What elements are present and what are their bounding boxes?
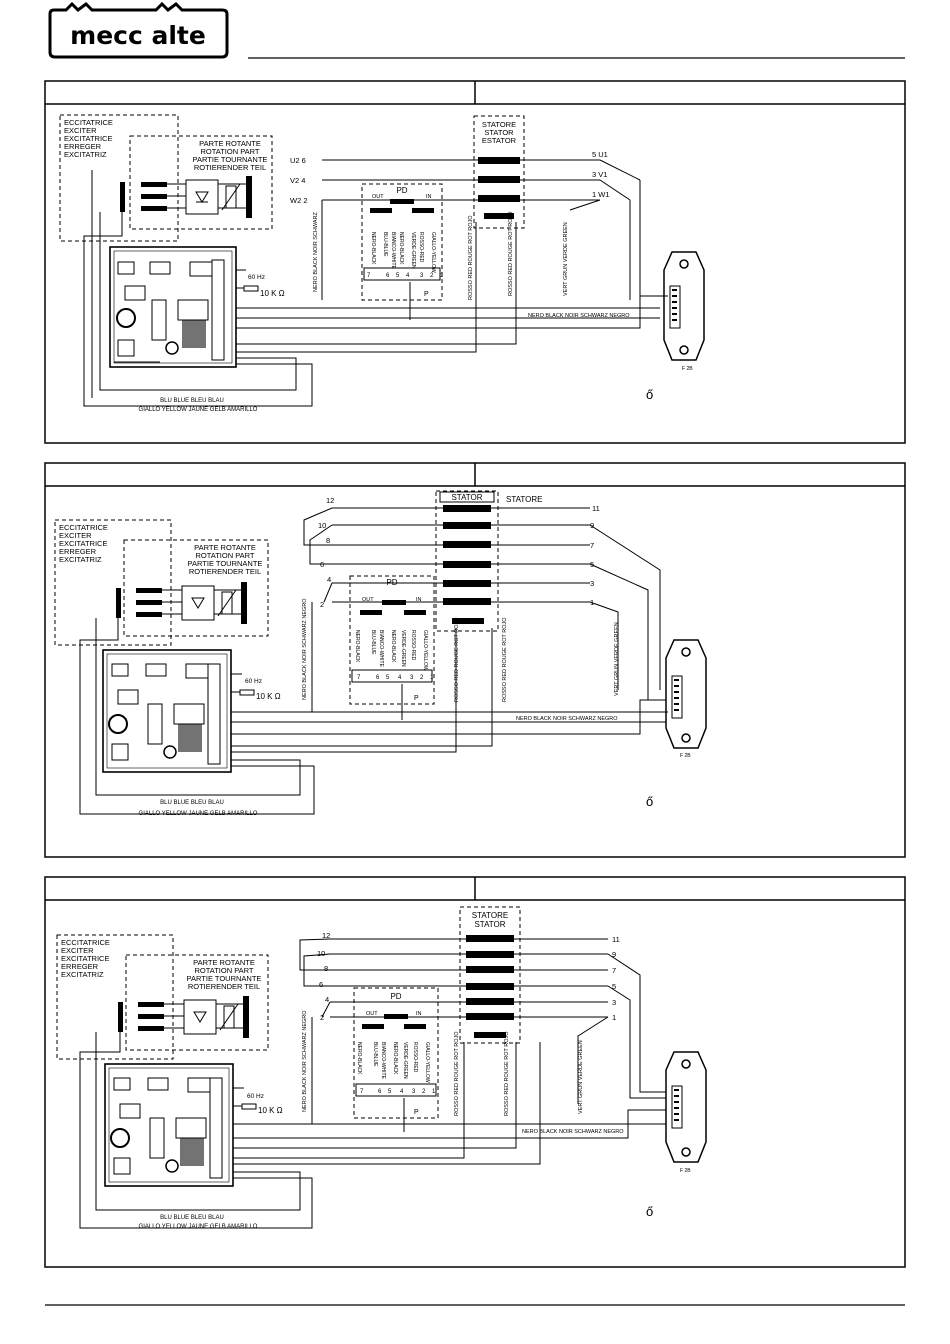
svg-text:7: 7 [360, 1089, 364, 1095]
svg-text:ERREGER: ERREGER [59, 547, 97, 556]
svg-text:BLU BLUE BLEU BLAU: BLU BLUE BLEU BLAU [160, 1215, 224, 1221]
svg-text:BIANCO-WHITE: BIANCO-WHITE [378, 630, 384, 667]
svg-text:BIANCO-WHITE: BIANCO-WHITE [390, 232, 396, 269]
exciter-winding [120, 182, 125, 212]
svg-text:ROSSO RED ROUGE ROT ROJO: ROSSO RED ROUGE ROT ROJO [454, 1031, 460, 1116]
svg-text:9: 9 [612, 950, 617, 959]
svg-text:3: 3 [420, 273, 424, 279]
svg-text:VERDE-GREEN: VERDE-GREEN [410, 232, 416, 269]
svg-text:NERO-BLACK: NERO-BLACK [356, 1042, 362, 1075]
svg-text:6: 6 [319, 980, 324, 989]
svg-text:6: 6 [386, 273, 390, 279]
svg-text:GIALLO YELLOW JAUNE GELB AMARI: GIALLO YELLOW JAUNE GELB AMARILLO [138, 1224, 258, 1230]
svg-text:PD: PD [390, 992, 402, 1001]
svg-text:STATOR: STATOR [474, 920, 506, 929]
svg-text:8: 8 [324, 964, 329, 973]
voltage-regulator-board [103, 650, 231, 772]
svg-text:NERO-BLACK: NERO-BLACK [390, 630, 396, 663]
svg-text:VERT GRUN VERDE GREEN: VERT GRUN VERDE GREEN [614, 622, 620, 696]
svg-text:PARTE ROTANTE: PARTE ROTANTE [193, 958, 255, 967]
svg-text:NERO-BLACK: NERO-BLACK [398, 232, 404, 265]
svg-text:5: 5 [386, 675, 390, 681]
svg-text:GIALLO-YELLOW: GIALLO-YELLOW [430, 232, 436, 273]
svg-text:ő: ő [646, 794, 654, 809]
svg-text:ECCITATRICE: ECCITATRICE [59, 523, 108, 532]
svg-text:5: 5 [396, 273, 400, 279]
svg-text:4: 4 [325, 995, 330, 1004]
svg-text:1: 1 [432, 1089, 436, 1095]
svg-text:6: 6 [320, 560, 325, 569]
svg-text:5: 5 [590, 560, 595, 569]
svg-text:VERDE-GREEN: VERDE-GREEN [400, 630, 406, 667]
svg-text:4: 4 [406, 273, 410, 279]
svg-text:VERT GRUN VERDE GREEN: VERT GRUN VERDE GREEN [563, 222, 569, 296]
svg-text:10 K Ω: 10 K Ω [256, 692, 281, 701]
svg-text:ROTATION PART: ROTATION PART [194, 966, 254, 975]
svg-text:NERO BLACK NOIR SCHWARZ NEGRO: NERO BLACK NOIR SCHWARZ NEGRO [302, 598, 308, 700]
svg-text:OUT: OUT [372, 194, 384, 200]
svg-text:11: 11 [612, 935, 620, 944]
svg-text:STATORE: STATORE [506, 495, 543, 504]
svg-text:7: 7 [590, 541, 595, 550]
svg-text:ROSSO RED ROUGE ROT ROJO: ROSSO RED ROUGE ROT ROJO [502, 617, 508, 702]
logo-text: mecc alte [70, 21, 206, 50]
diagram-panel-3 [45, 877, 905, 1267]
pd-wire-labels-1 [370, 232, 436, 273]
svg-text:VERT GRUN VERDE GREEN: VERT GRUN VERDE GREEN [578, 1040, 584, 1114]
svg-text:P: P [414, 695, 419, 702]
svg-text:12: 12 [322, 931, 331, 940]
svg-text:7: 7 [367, 273, 371, 279]
svg-text:60 Hz: 60 Hz [245, 678, 262, 685]
svg-text:F 2B: F 2B [682, 366, 693, 372]
svg-text:EXCITATRICE: EXCITATRICE [64, 134, 113, 143]
svg-text:GIALLO-YELLOW: GIALLO-YELLOW [422, 630, 428, 671]
main-rotor-winding [246, 176, 252, 218]
svg-text:5: 5 [388, 1089, 392, 1095]
svg-text:2: 2 [422, 1089, 426, 1095]
svg-text:PARTIE TOURNANTE: PARTIE TOURNANTE [186, 974, 262, 983]
svg-text:BLU-BLUE: BLU-BLUE [382, 232, 388, 257]
voltage-regulator-board [110, 247, 236, 367]
svg-text:3: 3 [410, 675, 414, 681]
svg-text:2: 2 [320, 1013, 325, 1022]
svg-text:ROTIERENDER TEIL: ROTIERENDER TEIL [193, 163, 267, 172]
svg-text:EXCITER: EXCITER [64, 126, 97, 135]
svg-text:1: 1 [430, 675, 434, 681]
svg-text:NERO-BLACK: NERO-BLACK [392, 1042, 398, 1075]
svg-text:ROTATION PART: ROTATION PART [200, 147, 260, 156]
svg-text:ESTATOR: ESTATOR [481, 136, 517, 145]
svg-text:8: 8 [326, 536, 331, 545]
svg-text:2: 2 [320, 600, 325, 609]
connector-plug [666, 640, 706, 748]
svg-text:1: 1 [440, 273, 444, 279]
svg-text:5: 5 [612, 982, 617, 991]
svg-text:ROTIERENDER TEIL: ROTIERENDER TEIL [188, 567, 262, 576]
svg-text:5 U1: 5 U1 [592, 150, 608, 159]
svg-text:OUT: OUT [366, 1011, 378, 1017]
svg-text:PD: PD [396, 186, 408, 195]
rotor-labels [193, 139, 268, 172]
exciter-labels [64, 118, 113, 159]
svg-text:11: 11 [592, 504, 600, 513]
wire-giallo-label: GIALLO YELLOW JAUNE GELB AMARILLO [138, 407, 258, 413]
connector-plug [666, 1052, 706, 1162]
svg-text:ROTATION PART: ROTATION PART [195, 551, 255, 560]
svg-text:IN: IN [426, 194, 432, 200]
svg-text:ROTIERENDER TEIL: ROTIERENDER TEIL [187, 982, 261, 991]
svg-text:3: 3 [612, 998, 617, 1007]
svg-text:STATOR: STATOR [484, 128, 514, 137]
connector-plug [664, 252, 704, 360]
rotating-rectifier [186, 180, 218, 214]
svg-text:EXCITATRICE: EXCITATRICE [61, 954, 110, 963]
svg-text:1 W1: 1 W1 [592, 190, 610, 199]
svg-text:ECCITATRICE: ECCITATRICE [64, 118, 113, 127]
svg-text:BLU-BLUE: BLU-BLUE [372, 1042, 378, 1067]
svg-text:2: 2 [420, 675, 424, 681]
svg-text:ROSSO-RED: ROSSO-RED [410, 630, 416, 661]
svg-text:P: P [414, 1109, 419, 1116]
svg-text:ROSSO-RED: ROSSO-RED [418, 232, 424, 263]
svg-text:4: 4 [327, 575, 332, 584]
svg-text:10: 10 [318, 521, 327, 530]
svg-text:STATORE: STATORE [481, 120, 517, 129]
svg-text:PD: PD [386, 578, 398, 587]
svg-text:4: 4 [398, 675, 402, 681]
diagram-panel-2 [45, 463, 905, 857]
diagram-panel-1 [45, 81, 905, 443]
svg-text:GIALLO YELLOW JAUNE GELB AMARI: GIALLO YELLOW JAUNE GELB AMARILLO [138, 811, 258, 817]
svg-text:ROSSO RED ROUGE ROT ROJO: ROSSO RED ROUGE ROT ROJO [508, 211, 514, 296]
svg-text:3 V1: 3 V1 [592, 170, 608, 179]
svg-text:ERREGER: ERREGER [61, 962, 99, 971]
svg-text:NERO BLACK NOIR SCHWARZ NEGRO: NERO BLACK NOIR SCHWARZ NEGRO [528, 313, 630, 319]
svg-text:9: 9 [590, 521, 595, 530]
svg-text:ROSSO RED ROUGE ROT ROJO: ROSSO RED ROUGE ROT ROJO [504, 1031, 510, 1116]
svg-text:EXCITER: EXCITER [59, 531, 92, 540]
svg-text:U2 6: U2 6 [290, 156, 306, 165]
svg-text:W2 2: W2 2 [290, 196, 308, 205]
svg-text:6: 6 [378, 1089, 382, 1095]
svg-text:EXCITATRICE: EXCITATRICE [59, 539, 108, 548]
svg-text:STATORE: STATORE [471, 911, 509, 920]
svg-text:ROSSO RED ROUGE ROT ROJO: ROSSO RED ROUGE ROT ROJO [454, 617, 460, 702]
hz-label: 60 Hz [248, 274, 265, 281]
wire-blu-label: BLU BLUE BLEU BLAU [160, 398, 224, 404]
svg-text:PARTE ROTANTE: PARTE ROTANTE [194, 543, 256, 552]
svg-text:NERO BLACK NOIR SCHWARZ NEGRO: NERO BLACK NOIR SCHWARZ NEGRO [302, 1010, 308, 1112]
svg-text:EXCITATRIZ: EXCITATRIZ [64, 150, 107, 159]
svg-text:EXCITATRIZ: EXCITATRIZ [61, 970, 104, 979]
svg-text:NERO BLACK NOIR SCHWARZ NEGRO: NERO BLACK NOIR SCHWARZ NEGRO [522, 1129, 624, 1135]
svg-text:10: 10 [317, 949, 326, 958]
voltage-regulator-board [105, 1064, 233, 1186]
resistor-label: 10 K Ω [260, 289, 285, 298]
svg-text:PARTE ROTANTE: PARTE ROTANTE [199, 139, 261, 148]
svg-text:ECCITATRICE: ECCITATRICE [61, 938, 110, 947]
svg-text:6: 6 [376, 675, 380, 681]
svg-text:3: 3 [590, 579, 595, 588]
svg-text:NERO BLACK NOIR SCHWARZ NEGRO: NERO BLACK NOIR SCHWARZ NEGRO [516, 716, 618, 722]
diagram-symbol: ő [646, 387, 654, 402]
svg-text:1: 1 [590, 598, 595, 607]
svg-text:GIALLO-YELLOW: GIALLO-YELLOW [424, 1042, 430, 1083]
svg-text:NERO BLACK NOIR SCHWARZ: NERO BLACK NOIR SCHWARZ [313, 212, 319, 292]
svg-text:IN: IN [416, 1011, 422, 1017]
svg-text:V2 4: V2 4 [290, 176, 306, 185]
svg-text:F 2B: F 2B [680, 1168, 691, 1174]
svg-text:ERREGER: ERREGER [64, 142, 102, 151]
svg-text:EXCITER: EXCITER [61, 946, 94, 955]
svg-text:7: 7 [612, 966, 617, 975]
svg-text:IN: IN [416, 597, 422, 603]
svg-text:F 2B: F 2B [680, 753, 691, 759]
svg-text:NERO-BLACK: NERO-BLACK [370, 232, 376, 265]
svg-text:NERO-BLACK: NERO-BLACK [354, 630, 360, 663]
svg-text:PARTIE TOURNANTE: PARTIE TOURNANTE [192, 155, 268, 164]
svg-text:PARTIE TOURNANTE: PARTIE TOURNANTE [187, 559, 263, 568]
svg-text:10 K Ω: 10 K Ω [258, 1106, 283, 1115]
svg-text:OUT: OUT [362, 597, 374, 603]
svg-text:P: P [424, 291, 429, 298]
svg-text:7: 7 [357, 675, 361, 681]
svg-text:ROSSO RED ROUGE ROT ROJO: ROSSO RED ROUGE ROT ROJO [468, 215, 474, 300]
brand-logo [50, 4, 227, 57]
svg-text:12: 12 [326, 496, 335, 505]
svg-text:VERDE-GREEN: VERDE-GREEN [402, 1042, 408, 1079]
svg-text:BLU-BLUE: BLU-BLUE [370, 630, 376, 655]
svg-text:1: 1 [612, 1013, 617, 1022]
svg-text:2: 2 [430, 273, 434, 279]
svg-text:STATOR: STATOR [451, 493, 483, 502]
svg-text:ő: ő [646, 1204, 654, 1219]
svg-text:ROSSO-RED: ROSSO-RED [412, 1042, 418, 1073]
svg-text:3: 3 [412, 1089, 416, 1095]
svg-text:BIANCO-WHITE: BIANCO-WHITE [380, 1042, 386, 1079]
svg-text:BLU BLUE BLEU BLAU: BLU BLUE BLEU BLAU [160, 800, 224, 806]
svg-text:4: 4 [400, 1089, 404, 1095]
svg-text:EXCITATRIZ: EXCITATRIZ [59, 555, 102, 564]
svg-text:60 Hz: 60 Hz [247, 1093, 264, 1100]
